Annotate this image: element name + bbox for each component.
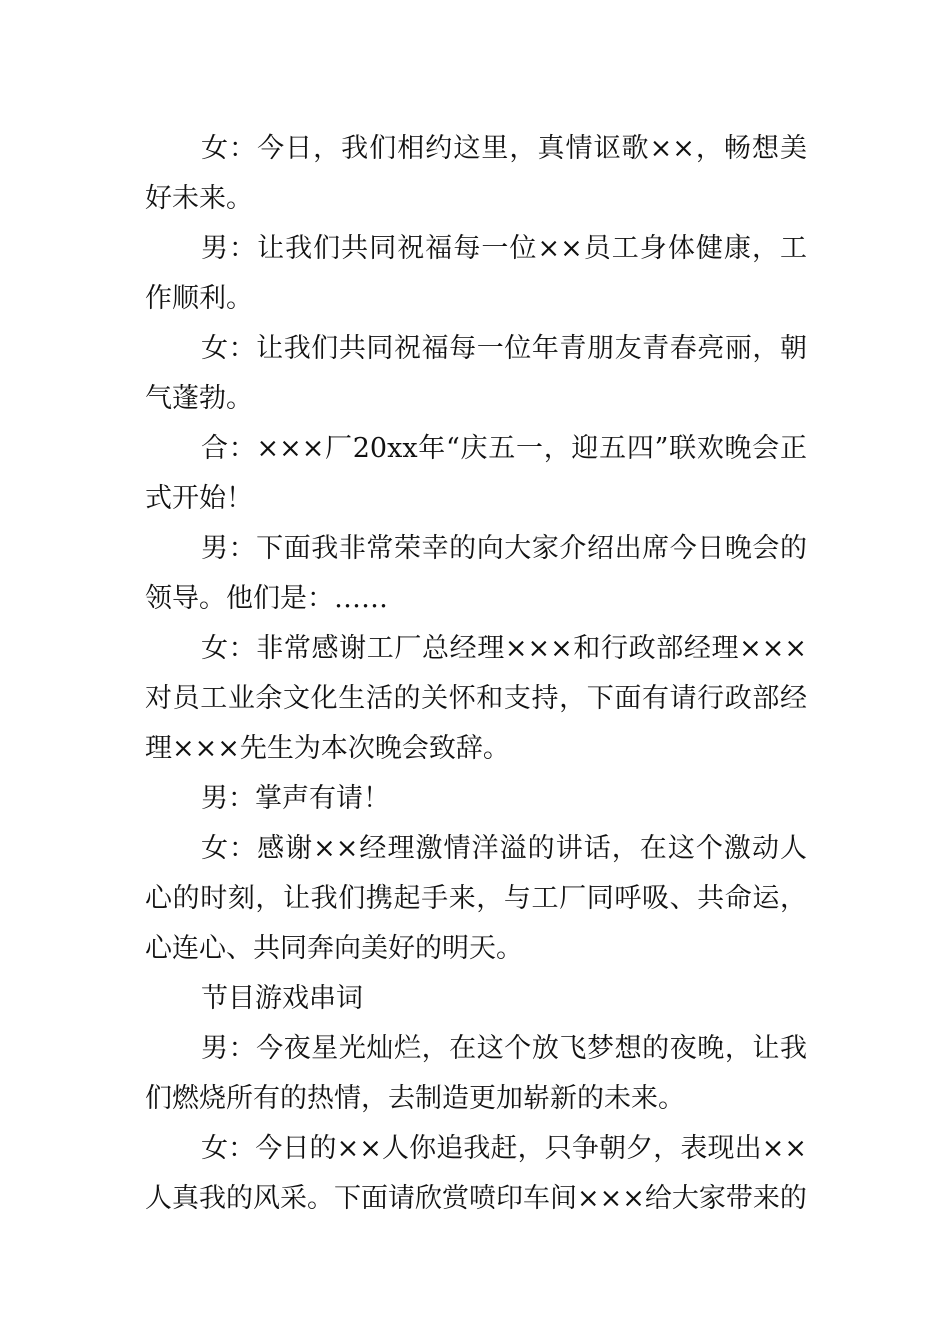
- section-heading-program-game-lines: 节目游戏串词: [201, 983, 363, 1014]
- paragraph-male-introduce-leaders: 男：下面我非常荣幸的向大家介绍出席今日晚会的领导。他们是：……: [145, 533, 807, 614]
- paragraph-male-applause: 男：掌声有请！: [201, 783, 390, 814]
- paragraph-male-blessing-staff: 男：让我们共同祝福每一位××员工身体健康，工作顺利。: [145, 233, 807, 314]
- paragraph-female-blessing-youth: 女：让我们共同祝福每一位年青朋友青春亮丽，朝气蓬勃。: [145, 333, 807, 414]
- document-body: [145, 124, 807, 1224]
- paragraph-female-thanks-speech: 女：感谢××经理激情洋溢的讲话，在这个激动人心的时刻，让我们携起手来，与工厂同呼吸、共命运，心连心、共同奔向美好的明天。: [145, 833, 807, 964]
- paragraph-female-thanks-managers: 女：非常感谢工厂总经理×××和行政部经理×××对员工业余文化生活的关怀和支持，下面有请行政部经理×××先生为本次晚会致辞。: [145, 633, 807, 764]
- paragraph-female-opening: 女：今日，我们相约这里，真情讴歌××，畅想美好未来。: [145, 133, 807, 214]
- paragraph-male-starry-night: 男：今夜星光灿烂，在这个放飞梦想的夜晚，让我们燃烧所有的热情，去制造更加崭新的未来。: [145, 1033, 807, 1114]
- paragraph-together-start: 合：×××厂20xx年“庆五一，迎五四”联欢晚会正式开始！: [145, 433, 807, 514]
- paragraph-female-performance-intro: 女：今日的××人你追我赶，只争朝夕，表现出××人真我的风采。下面请欣赏喷印车间×××给大家带来的: [145, 1133, 807, 1214]
